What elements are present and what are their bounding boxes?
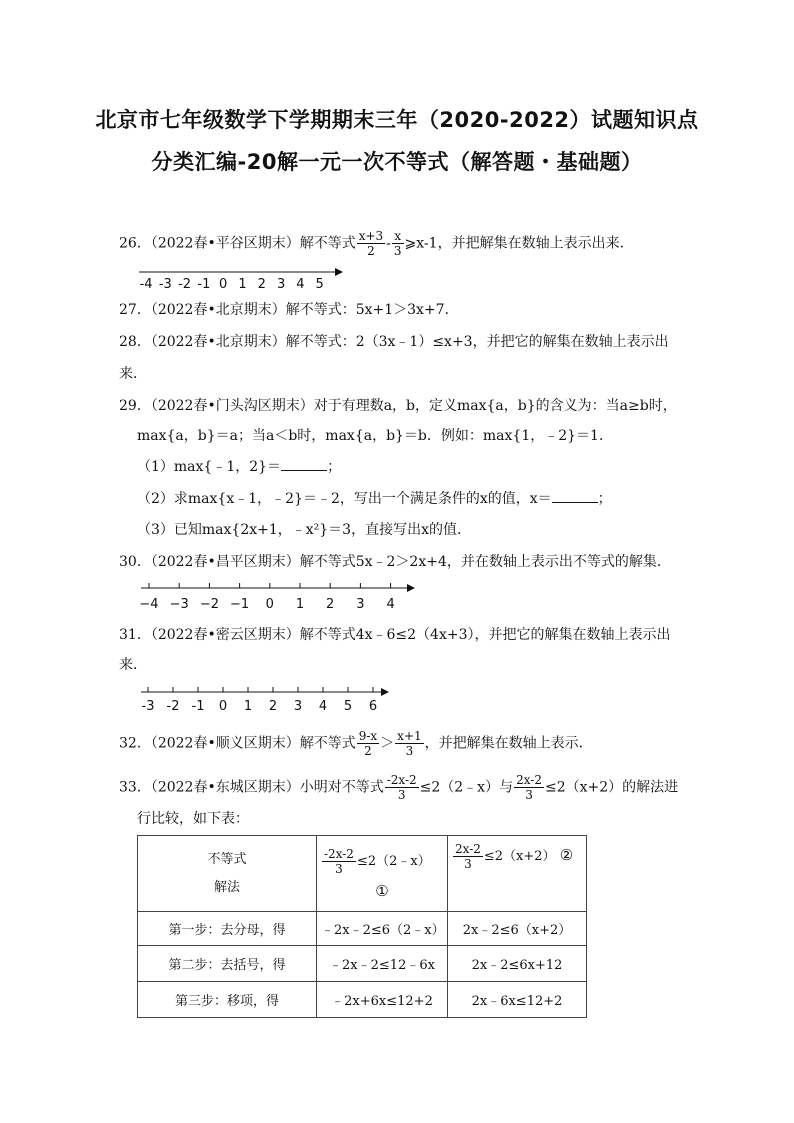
question-29-part1: （1）max{﹣1，2}＝ ； — [137, 459, 342, 475]
number-line-label: 4 — [296, 277, 305, 292]
number-line-label: -1 — [191, 699, 205, 714]
table-row: 第二步：去括号，得 ﹣2x﹣2≤12﹣6x 2x﹣2≤6x+12 — [138, 946, 587, 982]
number-line-label: -3 — [158, 277, 172, 292]
question-31-line1: 31．（2022春•密云区期末）解不等式4x﹣6≤2（4x+3），并把它的解集在数轴上表示出 — [119, 627, 671, 643]
number-line-label: 2 — [326, 597, 335, 612]
fraction: $\frac{-2x-2}{3}$ — [386, 773, 417, 802]
number-line-label: 4 — [386, 597, 395, 612]
number-line-label: 3 — [293, 699, 303, 714]
answer-blank[interactable] — [552, 490, 598, 503]
number-line-label: 2 — [257, 277, 266, 292]
fraction: $\frac{2x-2}{3}$ — [516, 773, 542, 802]
question-27: 27．（2022春•北京期末）解不等式：5x+1＞3x+7． — [119, 302, 459, 318]
question-26: 26．（2022春•平谷区期末）解不等式 $\frac{x+3}{2}$ - $\frac{x}{3}$ ⩾x-1，并把解集在数轴上表示出来． — [119, 229, 634, 258]
number-line-q31 — [135, 684, 395, 714]
number-line-q26 — [135, 266, 355, 292]
number-line-label: 0 — [265, 597, 274, 612]
number-line-label: 5 — [315, 277, 324, 292]
number-line-label: 3 — [356, 597, 365, 612]
table-row: 第一步：去分母，得 ﹣2x﹣2≤6（2﹣x） 2x﹣2≤6（x+2） — [138, 912, 587, 946]
question-29-part3: （3）已知max{2x+1，﹣x²}＝3，直接写出x的值． — [137, 522, 471, 538]
number-line-label: -4 — [139, 277, 153, 292]
number-line-label: 0 — [219, 277, 228, 292]
doc-title-line2: 分类汇编-20解一元一次不等式（解答题・基础题） — [151, 150, 643, 174]
comparison-table — [137, 835, 587, 1018]
number-line-label: -1 — [197, 277, 211, 292]
number-line-label: 1 — [295, 597, 305, 612]
number-line-label: -3 — [141, 699, 155, 714]
number-line-label: −4 — [139, 597, 159, 612]
fraction: $\frac{9-x}{2}$ — [358, 729, 378, 758]
number-line-label: 0 — [218, 699, 228, 714]
fraction: $\frac{x+1}{3}$ — [397, 729, 422, 758]
answer-blank[interactable] — [281, 458, 327, 471]
question-29-line1: 29．（2022春•门头沟区期末）对于有理数a，b，定义max{a，b}的含义为：当a≥b时， — [119, 398, 677, 414]
question-28-line2: 来． — [119, 366, 147, 382]
question-32: 32．（2022春•顺义区期末）解不等式 $\frac{9-x}{2}$ ＞ $\frac{x+1}{3}$ ，并把解集在数轴上表示． — [119, 729, 593, 758]
table-header-cell: $\frac{-2x-2}{3}$ ≤2（2﹣x） ① — [317, 836, 448, 912]
table-header-cell: 不等式 解法 — [138, 836, 317, 912]
fraction: $\frac{x+3}{2}$ — [358, 229, 384, 258]
number-line-label: 2 — [268, 699, 278, 714]
number-line-label: -2 — [166, 699, 180, 714]
number-line-label: 1 — [243, 699, 253, 714]
number-line-label: 4 — [318, 699, 328, 714]
number-line-label: 5 — [343, 699, 353, 714]
number-line-label: -2 — [178, 277, 192, 292]
number-line-label: −2 — [199, 597, 219, 612]
fraction: $\frac{x}{3}$ — [393, 229, 402, 258]
number-line-label: 1 — [238, 277, 247, 292]
number-line-label: −1 — [230, 597, 250, 612]
question-30: 30．（2022春•昌平区期末）解不等式5x﹣2＞2x+4，并在数轴上表示出不等式的解集． — [119, 554, 671, 570]
table-row — [138, 836, 587, 912]
question-29-line2: max{a，b}＝a；当a＜b时，max{a，b}＝b．例如：max{1，﹣2}＝1． — [137, 428, 613, 444]
question-29-part2: （2）求max{x﹣1，﹣2}＝﹣2，写出一个满足条件的x的值，x＝ ； — [137, 491, 612, 507]
table-row: 第三步：移项，得 ﹣2x+6x≤12+2 2x﹣6x≤12+2 — [138, 982, 587, 1018]
question-33-line1: 33．（2022春•东城区期末）小明对不等式 $\frac{-2x-2}{3}$ ≤2（2﹣x）与 $\frac{2x-2}{3}$ ≤2（x+2）的解法进 — [119, 773, 679, 802]
number-line-q30 — [135, 580, 425, 614]
number-line-label: 3 — [276, 277, 286, 292]
number-line-label: 6 — [368, 699, 378, 714]
question-28-line1: 28．（2022春•北京期末）解不等式：2（3x﹣1）≤x+3，并把它的解集在数轴上表示出 — [119, 334, 669, 350]
number-line-label: −3 — [169, 597, 189, 612]
question-33-line2: 行比较，如下表： — [137, 811, 249, 827]
doc-title-line1: 北京市七年级数学下学期期末三年（2020-2022）试题知识点 — [95, 108, 699, 132]
table-header-cell: $\frac{2x-2}{3}$ ≤2（x+2） ② — [448, 836, 587, 912]
question-31-line2: 来． — [119, 657, 147, 673]
